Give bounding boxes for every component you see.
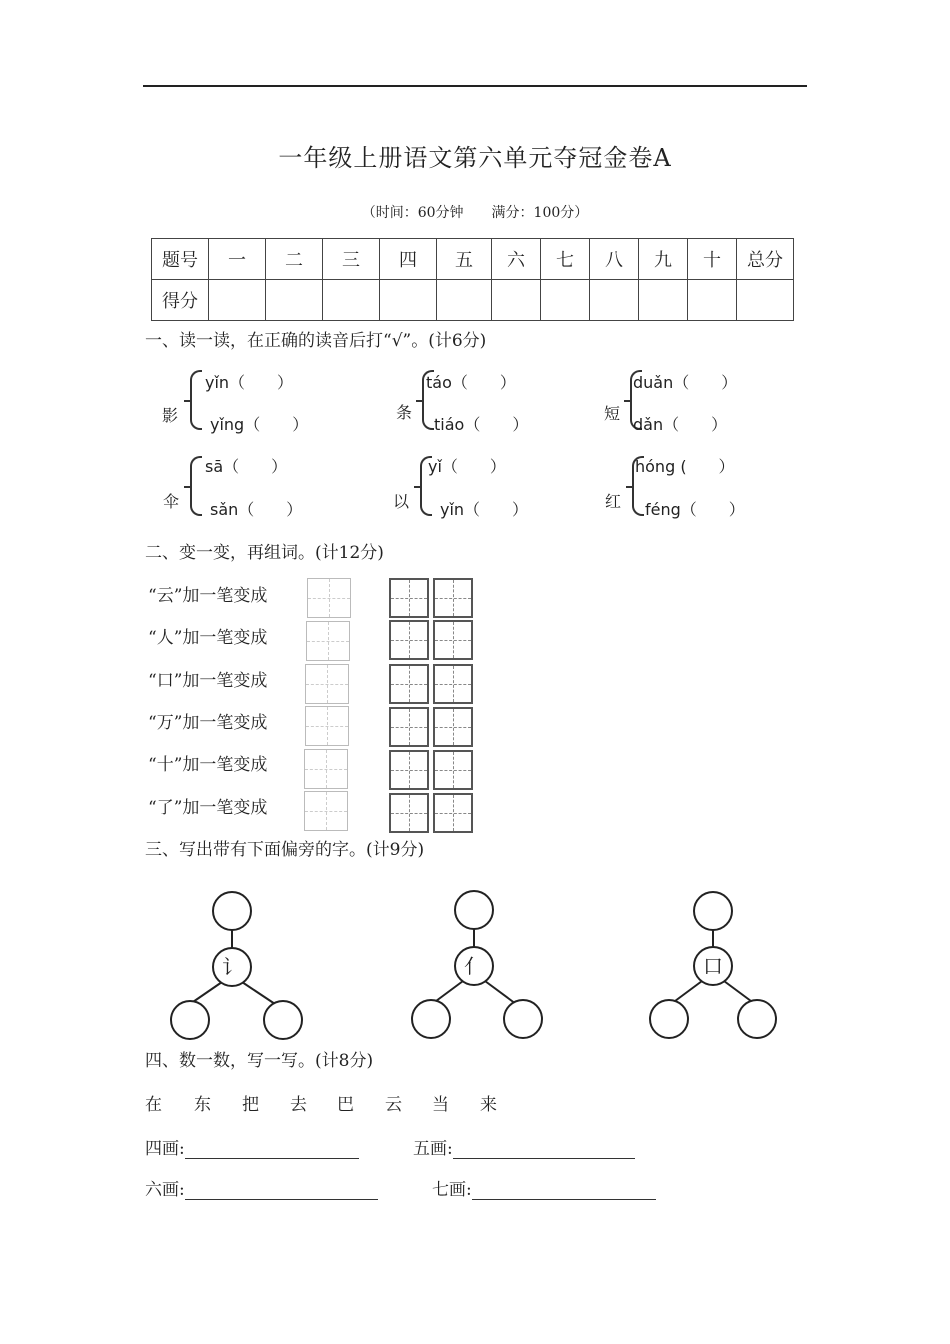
- pinyin-option[interactable]: yǐn（ ）: [205, 373, 294, 392]
- score-header-cell: 一: [209, 239, 266, 280]
- pinyin-option[interactable]: yǐn（ ）: [440, 500, 529, 519]
- section2-heading: 二、变一变，再组词。(计12分): [145, 543, 384, 563]
- stroke-char: 来: [480, 1095, 497, 1115]
- page-title: 一年级上册语文第六单元夺冠金卷A: [278, 144, 672, 172]
- transform-prompt: “万”加一笔变成: [148, 713, 268, 733]
- stroke-char: 把: [242, 1095, 259, 1115]
- pinyin-option[interactable]: sǎn（ ）: [210, 500, 303, 519]
- score-header-cell: 三: [323, 239, 380, 280]
- pinyin-option[interactable]: féng（ ）: [645, 500, 745, 519]
- answer-line[interactable]: [185, 1181, 378, 1200]
- answer-line[interactable]: [453, 1140, 635, 1159]
- answer-circle[interactable]: [738, 1000, 776, 1038]
- radical-label: 口: [703, 954, 723, 978]
- reading-char: 以: [393, 492, 410, 511]
- stroke-char: 巴: [337, 1095, 354, 1115]
- pinyin-option[interactable]: táo（ ）: [426, 373, 516, 392]
- pinyin-option[interactable]: dǎn（ ）: [633, 415, 728, 434]
- stroke-count-label: 六画:: [145, 1180, 185, 1200]
- stroke-char: 当: [432, 1095, 449, 1115]
- score-header-cell: 四: [380, 239, 437, 280]
- page-subtitle: （时间：60分钟 满分：100分）: [361, 205, 589, 221]
- answer-circle[interactable]: [264, 1001, 302, 1039]
- answer-circle[interactable]: [412, 1000, 450, 1038]
- score-row-label: 得分: [152, 280, 209, 321]
- radical-label: 亻: [464, 954, 484, 978]
- answer-circle[interactable]: [213, 892, 251, 930]
- answer-circle[interactable]: [455, 891, 493, 929]
- stroke-count-row: [145, 1134, 359, 1159]
- score-header-cell: 五: [437, 239, 492, 280]
- score-header-cell: 十: [688, 239, 737, 280]
- reading-char: 红: [605, 492, 622, 511]
- stroke-char: 在: [145, 1095, 162, 1115]
- stroke-char: 东: [194, 1095, 211, 1115]
- transform-prompt: “口”加一笔变成: [148, 671, 268, 691]
- answer-circle[interactable]: [650, 1000, 688, 1038]
- score-header-cell: 七: [541, 239, 590, 280]
- answer-line[interactable]: [185, 1140, 359, 1159]
- transform-prompt: “了”加一笔变成: [148, 798, 268, 818]
- transform-prompt: “十”加一笔变成: [148, 755, 268, 775]
- stroke-char: 云: [385, 1095, 402, 1115]
- radical-label: 讠: [222, 955, 242, 979]
- reading-char: 伞: [163, 492, 180, 511]
- score-header-cell: 九: [639, 239, 688, 280]
- score-header-cell: 总分: [737, 239, 794, 280]
- reading-char: 条: [396, 403, 413, 422]
- score-header-cell: 题号: [152, 239, 209, 280]
- score-header-cell: 六: [492, 239, 541, 280]
- stroke-count-label: 四画:: [145, 1139, 185, 1159]
- pinyin-option[interactable]: yǐng（ ）: [210, 415, 309, 434]
- pinyin-option[interactable]: duǎn（ ）: [633, 373, 738, 392]
- stroke-count-label: 七画:: [432, 1180, 472, 1200]
- transform-prompt: “云”加一笔变成: [148, 586, 268, 606]
- answer-circle[interactable]: [171, 1001, 209, 1039]
- transform-prompt: “人”加一笔变成: [148, 628, 268, 648]
- score-header-cell: 二: [266, 239, 323, 280]
- stroke-count-label: 五画:: [413, 1139, 453, 1159]
- stroke-char: 去: [290, 1095, 307, 1115]
- stroke-count-row: [413, 1134, 635, 1159]
- reading-char: 短: [604, 404, 621, 423]
- stroke-count-row: [145, 1175, 378, 1200]
- reading-char: 影: [162, 406, 179, 425]
- answer-line[interactable]: [472, 1181, 656, 1200]
- section3-heading: 三、写出带有下面偏旁的字。(计9分): [145, 840, 425, 860]
- answer-circle[interactable]: [504, 1000, 542, 1038]
- stroke-count-row: [432, 1175, 656, 1200]
- pinyin-option[interactable]: yǐ（ ）: [428, 457, 506, 476]
- answer-circle[interactable]: [694, 892, 732, 930]
- pinyin-option[interactable]: tiáo（ ）: [434, 415, 529, 434]
- section4-heading: 四、数一数，写一写。(计8分): [145, 1051, 374, 1071]
- score-header-cell: 八: [590, 239, 639, 280]
- pinyin-option[interactable]: hóng ( ）: [635, 457, 735, 476]
- pinyin-option[interactable]: sā（ ）: [205, 457, 288, 476]
- section1-heading: 一、读一读，在正确的读音后打“√”。(计6分): [145, 331, 487, 351]
